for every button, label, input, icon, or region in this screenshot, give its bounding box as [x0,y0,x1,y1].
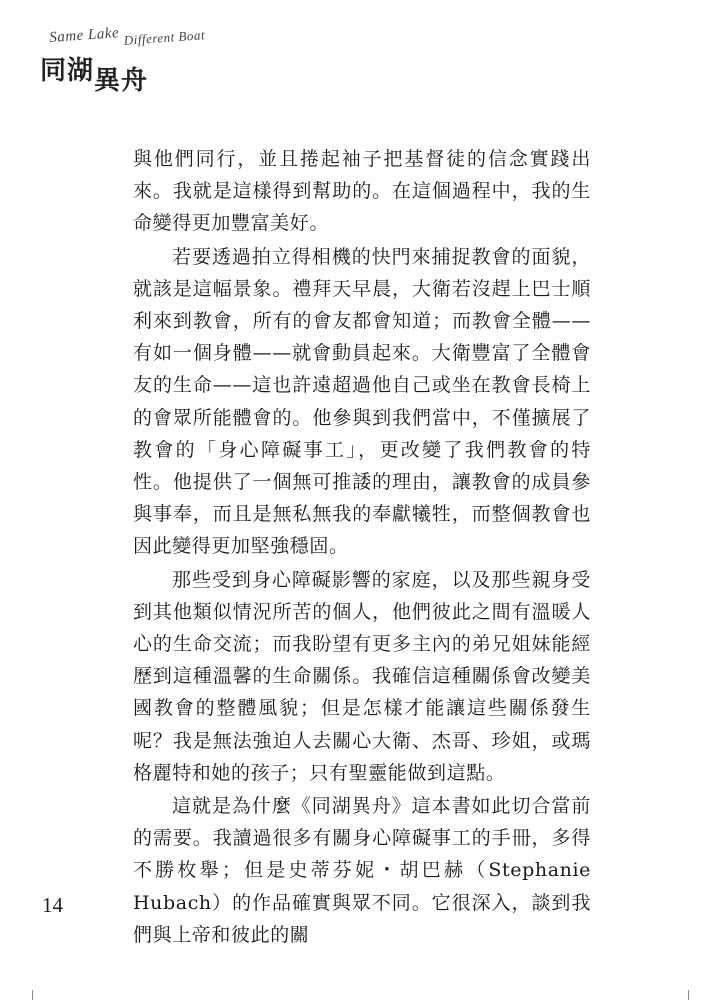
book-title-logo [40,25,206,96]
logo-chinese-part-1: 同湖 [40,56,95,86]
logo-chinese-part-2: 異舟 [94,66,149,96]
logo-english-part-2: Different Boat [123,27,206,48]
paragraph-2: 若要透過拍立得相機的快門來捕捉教會的面貌，就該是這幅景象。禮拜天早晨，大衛若沒趕上巴士順利來到教會，所有的會友都會知道；而教會全體——有如一個身體——就會動員起來。大衛豐富了全體會友的生命——這也許遠超過他自己或坐在教會長椅上的會眾所能體會的。他參與到我們當中，不僅擴展了教會的「身心障礙事工」，更改變了我們教會的特性。他提供了一個無可推諉的理由，讓教會的成員參與事奉，而且是無私無我的奉獻犧牲，而整個教會也因此變得更加堅強穩固。 [133,245,591,558]
crop-mark-left [32,990,33,1000]
logo-english-title [49,19,205,47]
paragraph-4: 這就是為什麼《同湖異舟》這本書如此切合當前的需要。我讀過很多有關身心障礙事工的手冊，多得不勝枚舉；但是史蒂芬妮・胡巴赫（Stephanie Hubach）的作品確實與眾不同。它很深入，談到我們與上帝和彼此的關 [133,795,591,946]
crop-mark-right [688,990,689,1000]
logo-english-part-1: Same Lake [48,25,120,47]
paragraph-1: 與他們同行，並且捲起袖子把基督徒的信念實踐出來。我就是這樣得到幫助的。在這個過程中，我的生命變得更加豐富美好。 [133,148,591,235]
body-text [133,143,591,952]
page-number: 14 [42,893,63,917]
logo-chinese-title [40,50,149,96]
paragraph-3: 那些受到身心障礙影響的家庭，以及那些親身受到其他類似情況所苦的個人，他們彼此之間有溫暖人心的生命交流；而我盼望有更多主內的弟兄姐妹能經歷到這種溫馨的生命關係。我確信這種關係會改變美國教會的整體風貌；但是怎樣才能讓這些關係發生呢？我是無法強迫人去關心大衛、杰哥、珍姐，或瑪格麗特和她的孩子；只有聖靈能做到這點。 [133,568,591,784]
